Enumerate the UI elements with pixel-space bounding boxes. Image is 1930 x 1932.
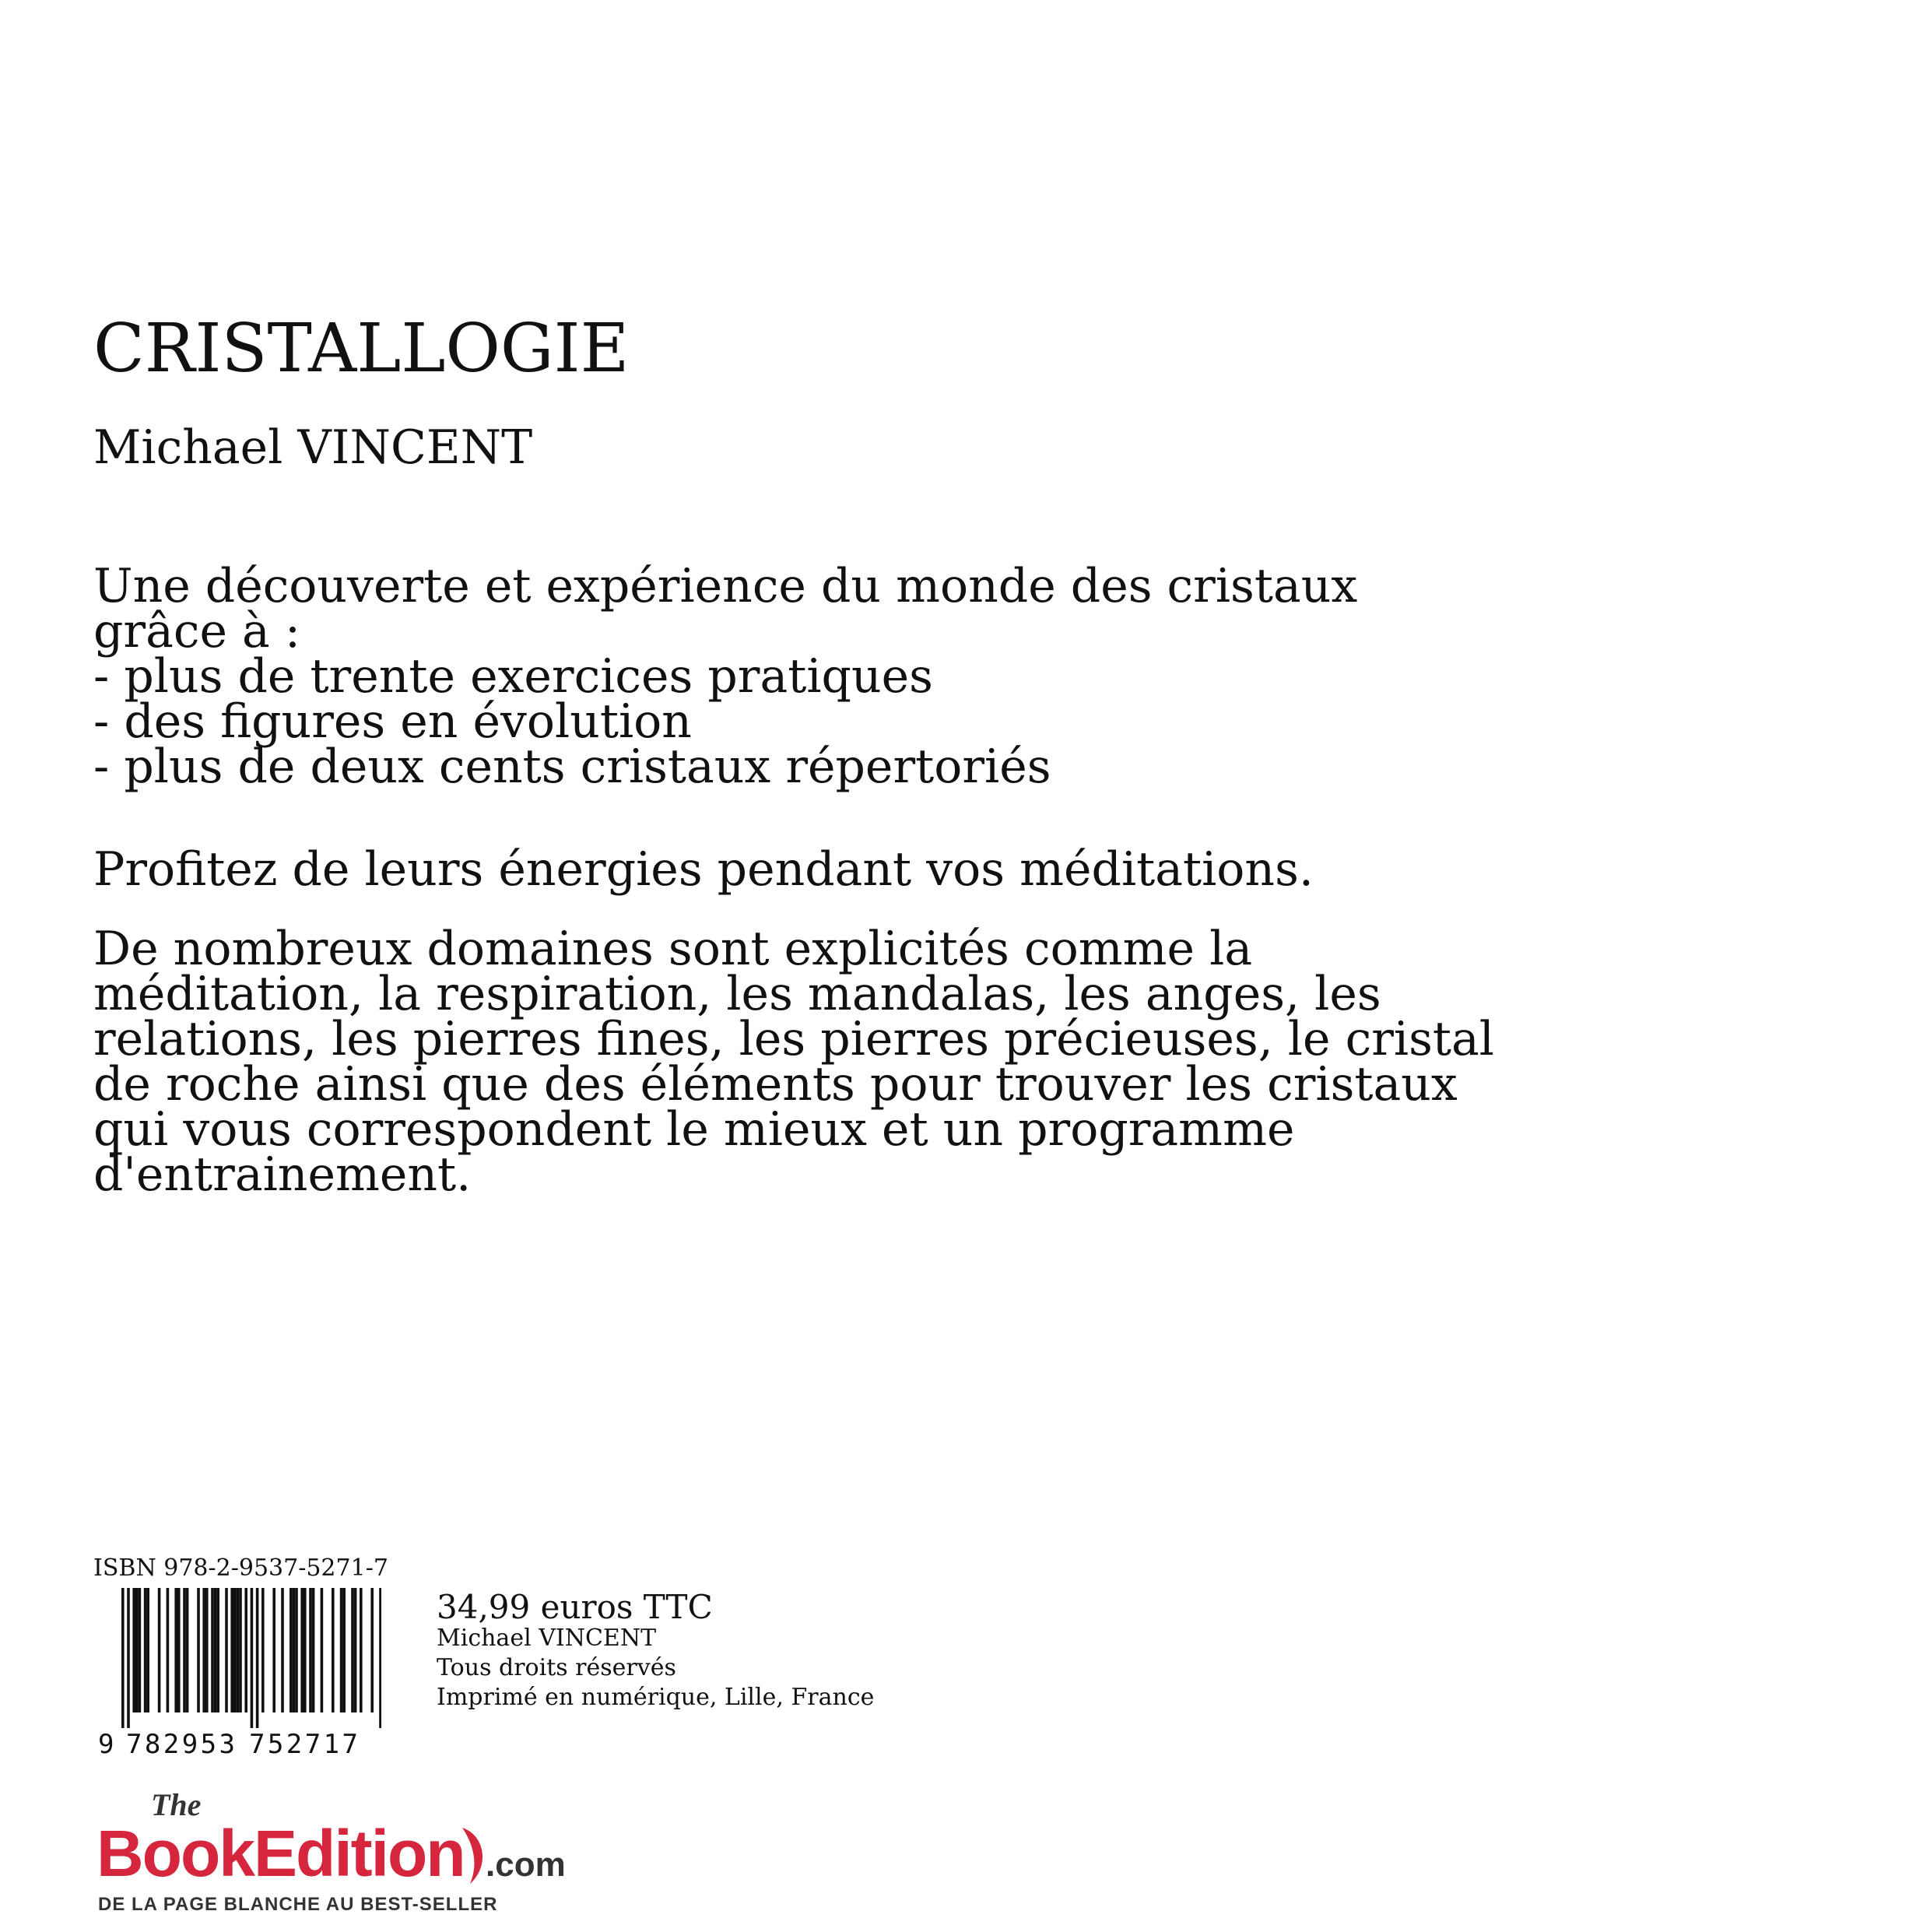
book-author: Michael VINCENT	[93, 420, 533, 475]
barcode-guard-bar	[379, 1588, 381, 1728]
barcode-bar	[261, 1588, 265, 1712]
barcode-bars	[93, 1588, 381, 1728]
intro-line: - plus de trente exercices pratiques	[93, 649, 933, 704]
domains-line: d'entrainement.	[93, 1147, 472, 1202]
barcode-first-digit: 9	[98, 1729, 114, 1759]
bookedition-logo-graphic	[96, 1781, 563, 1929]
barcode-bar	[290, 1588, 293, 1712]
imprint-printed: Imprimé en numérique, Lille, France	[437, 1684, 875, 1711]
intro-line: Une découverte et expérience du monde des cristaux	[93, 559, 1358, 613]
domains-line: relations, les pierres fines, les pierres précieuses, le cristal	[93, 1012, 1494, 1066]
barcode-bar	[321, 1588, 324, 1712]
barcode-bar	[174, 1588, 177, 1712]
barcode-bar	[197, 1588, 200, 1712]
domains-line: De nombreux domaines sont explicités comme la	[93, 922, 1253, 976]
barcode-bar	[205, 1588, 209, 1712]
barcode-bar	[225, 1588, 228, 1712]
domains-paragraph	[93, 922, 1494, 1202]
domains-line: méditation, la respiration, les mandalas, les anges, les	[93, 967, 1381, 1021]
domains-line: de roche ainsi que des éléments pour trouver les cristaux	[93, 1057, 1458, 1112]
barcode-bar	[304, 1588, 307, 1712]
barcode-bar	[332, 1588, 335, 1712]
barcode-bar	[177, 1588, 181, 1712]
barcode-bar	[342, 1588, 346, 1712]
barcode-bar	[139, 1588, 142, 1712]
intro-line: - des figures en évolution	[93, 694, 692, 749]
barcode-guard-bar	[251, 1588, 254, 1728]
logo-tagline: DE LA PAGE BLANCHE AU BEST-SELLER	[98, 1894, 498, 1915]
energies-paragraph: Profitez de leurs énergies pendant vos méditations.	[93, 842, 1314, 897]
barcode-digits	[93, 1728, 381, 1759]
barcode-bar	[233, 1588, 237, 1712]
isbn-label: ISBN 978-2-9537-5271-7	[93, 1554, 388, 1582]
feather-icon	[462, 1828, 482, 1884]
barcode-bar	[186, 1588, 189, 1712]
barcode-bar	[146, 1588, 149, 1712]
barcode-bar	[211, 1588, 214, 1712]
barcode-bar	[370, 1588, 374, 1712]
barcode-bar	[293, 1588, 296, 1712]
barcode-guard-bar	[121, 1588, 125, 1728]
barcode-bar	[281, 1588, 284, 1712]
barcode-bar	[239, 1588, 242, 1712]
logo-bookedition: BookEdition	[96, 1817, 465, 1890]
barcode-right-digits: 752717	[249, 1729, 358, 1759]
barcode-bar	[312, 1588, 315, 1712]
imprint-author: Michael VINCENT	[437, 1625, 657, 1652]
barcode-bar	[272, 1588, 275, 1712]
barcode-bar	[300, 1588, 304, 1712]
barcode-bar	[244, 1588, 247, 1712]
price-label: 34,99 euros TTC	[437, 1588, 713, 1626]
imprint-rights: Tous droits réservés	[437, 1654, 676, 1681]
barcode-bar	[309, 1588, 312, 1712]
barcode-bar	[144, 1588, 147, 1712]
barcode-bar	[360, 1588, 363, 1712]
barcode-bar	[216, 1588, 219, 1712]
intro-paragraph	[93, 559, 1358, 794]
barcode-bar	[158, 1588, 161, 1712]
barcode-bar	[202, 1588, 205, 1712]
domains-line: qui vous correspondent le mieux et un programme	[93, 1102, 1295, 1157]
barcode-bar	[351, 1588, 354, 1712]
barcode-bar	[354, 1588, 357, 1712]
barcode-guard-bar	[127, 1588, 130, 1728]
intro-line: grâce à :	[93, 604, 301, 659]
barcode-left-digits: 782953	[126, 1729, 235, 1759]
logo-the: The	[151, 1787, 202, 1822]
barcode-bar	[340, 1588, 343, 1712]
book-title: CRISTALLOGIE	[93, 310, 630, 388]
barcode-bar	[230, 1588, 233, 1712]
barcode-bar	[132, 1588, 135, 1712]
bookedition-logo	[96, 1781, 563, 1929]
barcode-bar	[135, 1588, 139, 1712]
barcode-bar	[237, 1588, 240, 1712]
barcode-guard-bar	[256, 1588, 259, 1728]
logo-dotcom: .com	[486, 1846, 563, 1884]
intro-line: - plus de deux cents cristaux répertoriés	[93, 739, 1051, 794]
barcode-bar	[295, 1588, 298, 1712]
barcode-bar	[167, 1588, 170, 1712]
isbn-barcode	[93, 1588, 381, 1759]
barcode-bar	[183, 1588, 186, 1712]
barcode-bar	[214, 1588, 217, 1712]
